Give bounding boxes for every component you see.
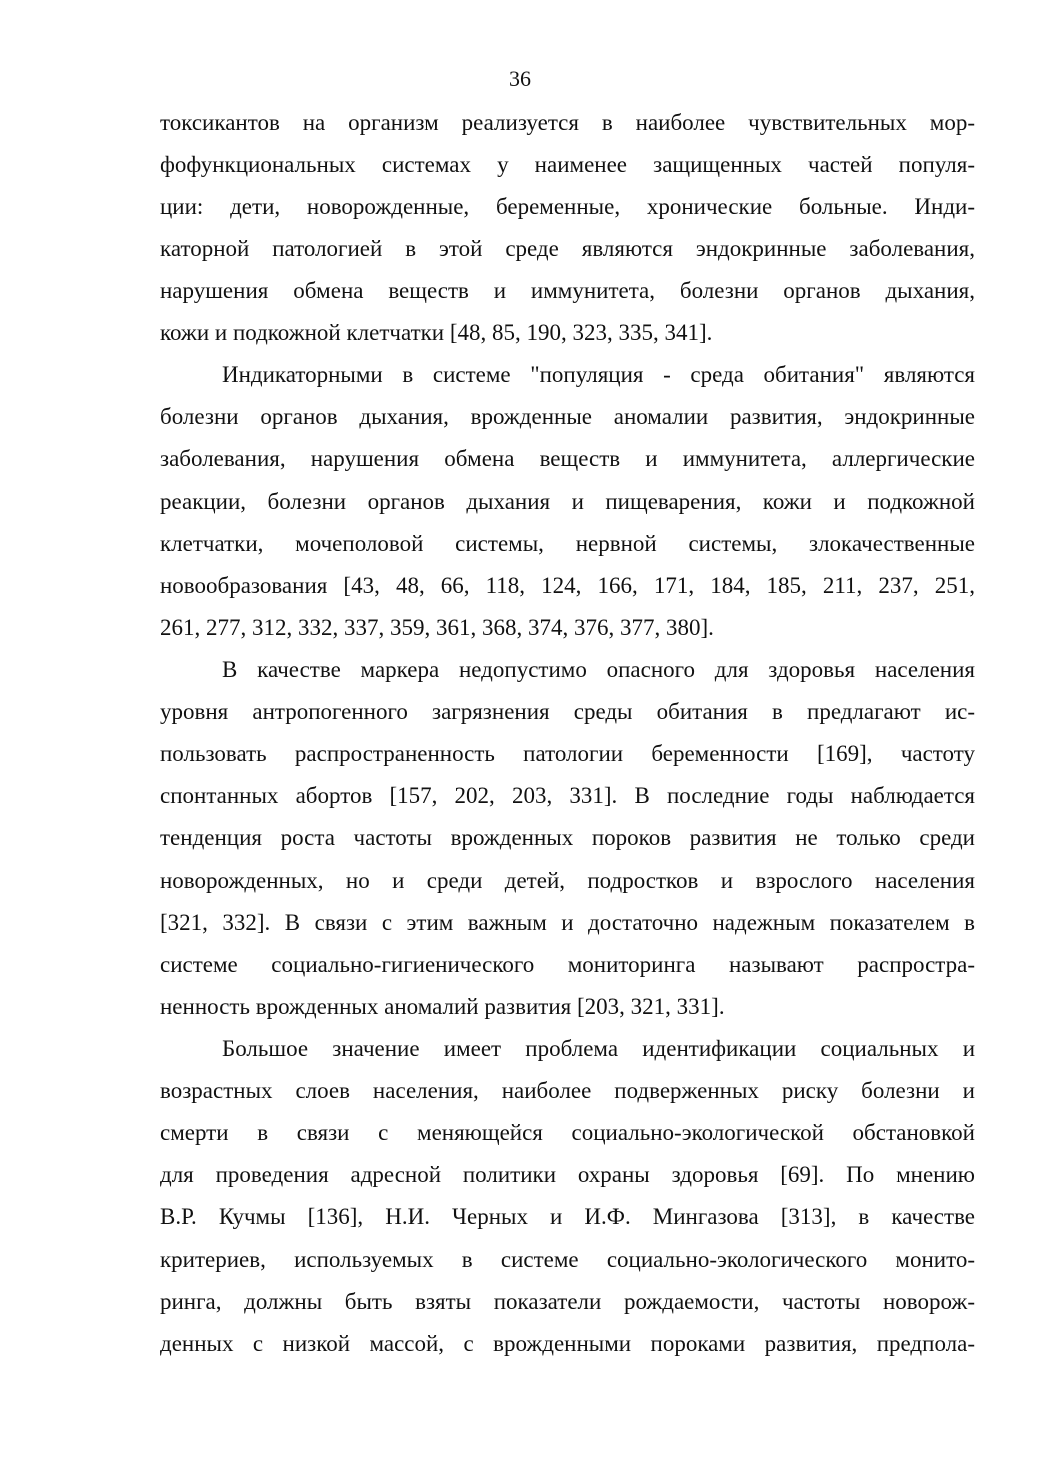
- text-line: смерти в связи с меняющейся социально-экологической обстановкой: [160, 1120, 975, 1145]
- text-line: фофункциональных системах у наименее защищенных частей популя-: [160, 152, 975, 177]
- text-line: возрастных слоев населения, наиболее подверженных риску болезни и: [160, 1078, 975, 1103]
- text-line: новорожденных, но и среди детей, подростков и взрослого населения: [160, 868, 975, 893]
- text-line: каторной патологией в этой среде являются эндокринные заболевания,: [160, 236, 975, 261]
- text-line: болезни органов дыхания, врожденные аномалии развития, эндокринные: [160, 404, 975, 429]
- text-line: уровня антропогенного загрязнения среды обитания в предлагают ис-: [160, 699, 975, 724]
- text-line: тенденция роста частоты врожденных пороков развития не только среди: [160, 825, 975, 850]
- text-line: ринга, должны быть взяты показатели рождаемости, частоты новорож-: [160, 1289, 975, 1314]
- text-line: Индикаторными в системе "популяция - среда обитания" являются: [222, 362, 975, 387]
- text-line: критериев, используемых в системе социально-экологического монито-: [160, 1247, 975, 1272]
- text-line: для проведения адресной политики охраны здоровья [69]. По мнению: [160, 1162, 975, 1187]
- text-line: заболевания, нарушения обмена веществ и иммунитета, аллергические: [160, 446, 975, 471]
- text-line: ненность врожденных аномалий развития [203, 321, 331].: [160, 994, 725, 1019]
- text-line: новообразования [43, 48, 66, 118, 124, 166, 171, 184, 185, 211, 237, 251,: [160, 573, 975, 598]
- text-line: системе социально-гигиенического мониторинга называют распростра-: [160, 952, 975, 977]
- text-line: клетчатки, мочеполовой системы, нервной системы, злокачественные: [160, 531, 975, 556]
- text-line: В.Р. Кучмы [136], Н.И. Черных и И.Ф. Мингазова [313], в качестве: [160, 1204, 975, 1229]
- text-line: ции: дети, новорожденные, беременные, хронические больные. Инди-: [160, 194, 975, 219]
- text-line: [321, 332]. В связи с этим важным и достаточно надежным показателем в: [160, 910, 975, 935]
- text-line: спонтанных абортов [157, 202, 203, 331]. В последние годы наблюдается: [160, 783, 975, 808]
- text-line: кожи и подкожной клетчатки [48, 85, 190, 323, 335, 341].: [160, 320, 713, 345]
- text-line: пользовать распространенность патологии беременности [169], частоту: [160, 741, 975, 766]
- text-line: В качестве маркера недопустимо опасного для здоровья населения: [222, 657, 975, 682]
- text-line: реакции, болезни органов дыхания и пищеварения, кожи и подкожной: [160, 489, 975, 514]
- text-line: Большое значение имеет проблема идентификации социальных и: [222, 1036, 975, 1061]
- text-line: токсикантов на организм реализуется в наиболее чувствительных мор-: [160, 110, 975, 135]
- text-line: 261, 277, 312, 332, 337, 359, 361, 368, 374, 376, 377, 380].: [160, 615, 714, 640]
- text-line: денных с низкой массой, с врожденными пороками развития, предпола-: [160, 1331, 975, 1356]
- page-number: 36: [509, 66, 531, 91]
- text-line: нарушения обмена веществ и иммунитета, болезни органов дыхания,: [160, 278, 975, 303]
